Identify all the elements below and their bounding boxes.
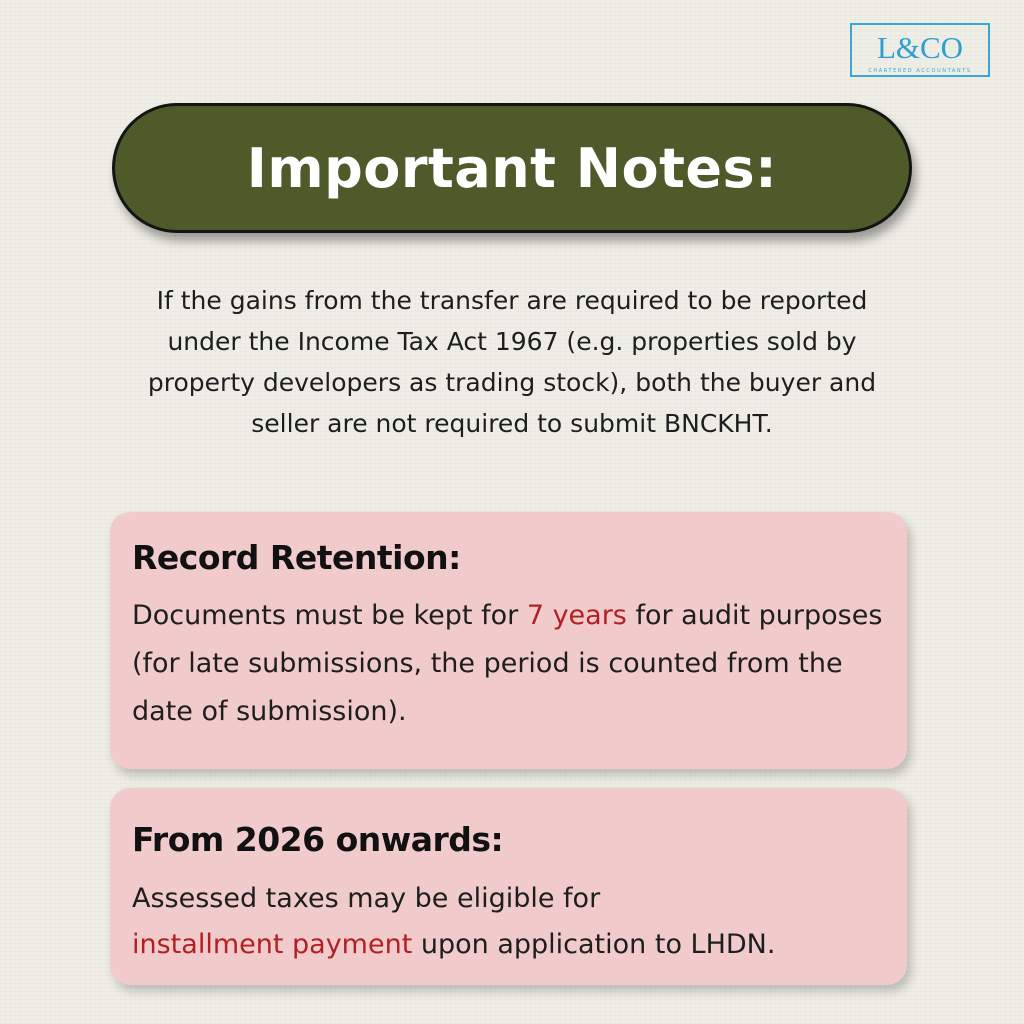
from-2026-card bbox=[110, 788, 907, 985]
logo-mark: L&CO bbox=[876, 30, 964, 65]
record-retention-card bbox=[110, 512, 907, 769]
card-body-text: Assessed taxes may be eligible for bbox=[132, 883, 601, 914]
card-body-text: for audit purposes (for late submissions, the period is counted from the date of submission). bbox=[132, 600, 883, 727]
highlight-text: installment payment bbox=[132, 929, 413, 960]
company-logo bbox=[850, 23, 990, 77]
title-banner bbox=[112, 103, 912, 233]
card-title: From 2026 onwards: bbox=[132, 820, 504, 859]
logo-tagline: CHARTERED ACCOUNTANTS bbox=[868, 68, 972, 74]
card-body bbox=[132, 876, 885, 968]
card-body bbox=[132, 592, 885, 736]
card-title: Record Retention: bbox=[132, 538, 461, 577]
card-body-text: upon application to LHDN. bbox=[412, 929, 776, 960]
intro-paragraph: If the gains from the transfer are required to be reported under the Income Tax Act 1967 (e.g. properties sold by property developers as trading stock), both the buyer and seller are not required to submit BNCKHT. bbox=[147, 286, 877, 438]
page-title: Important Notes: bbox=[246, 136, 778, 200]
card-body-text: Documents must be kept for bbox=[132, 600, 527, 631]
highlight-text: 7 years bbox=[526, 600, 627, 631]
